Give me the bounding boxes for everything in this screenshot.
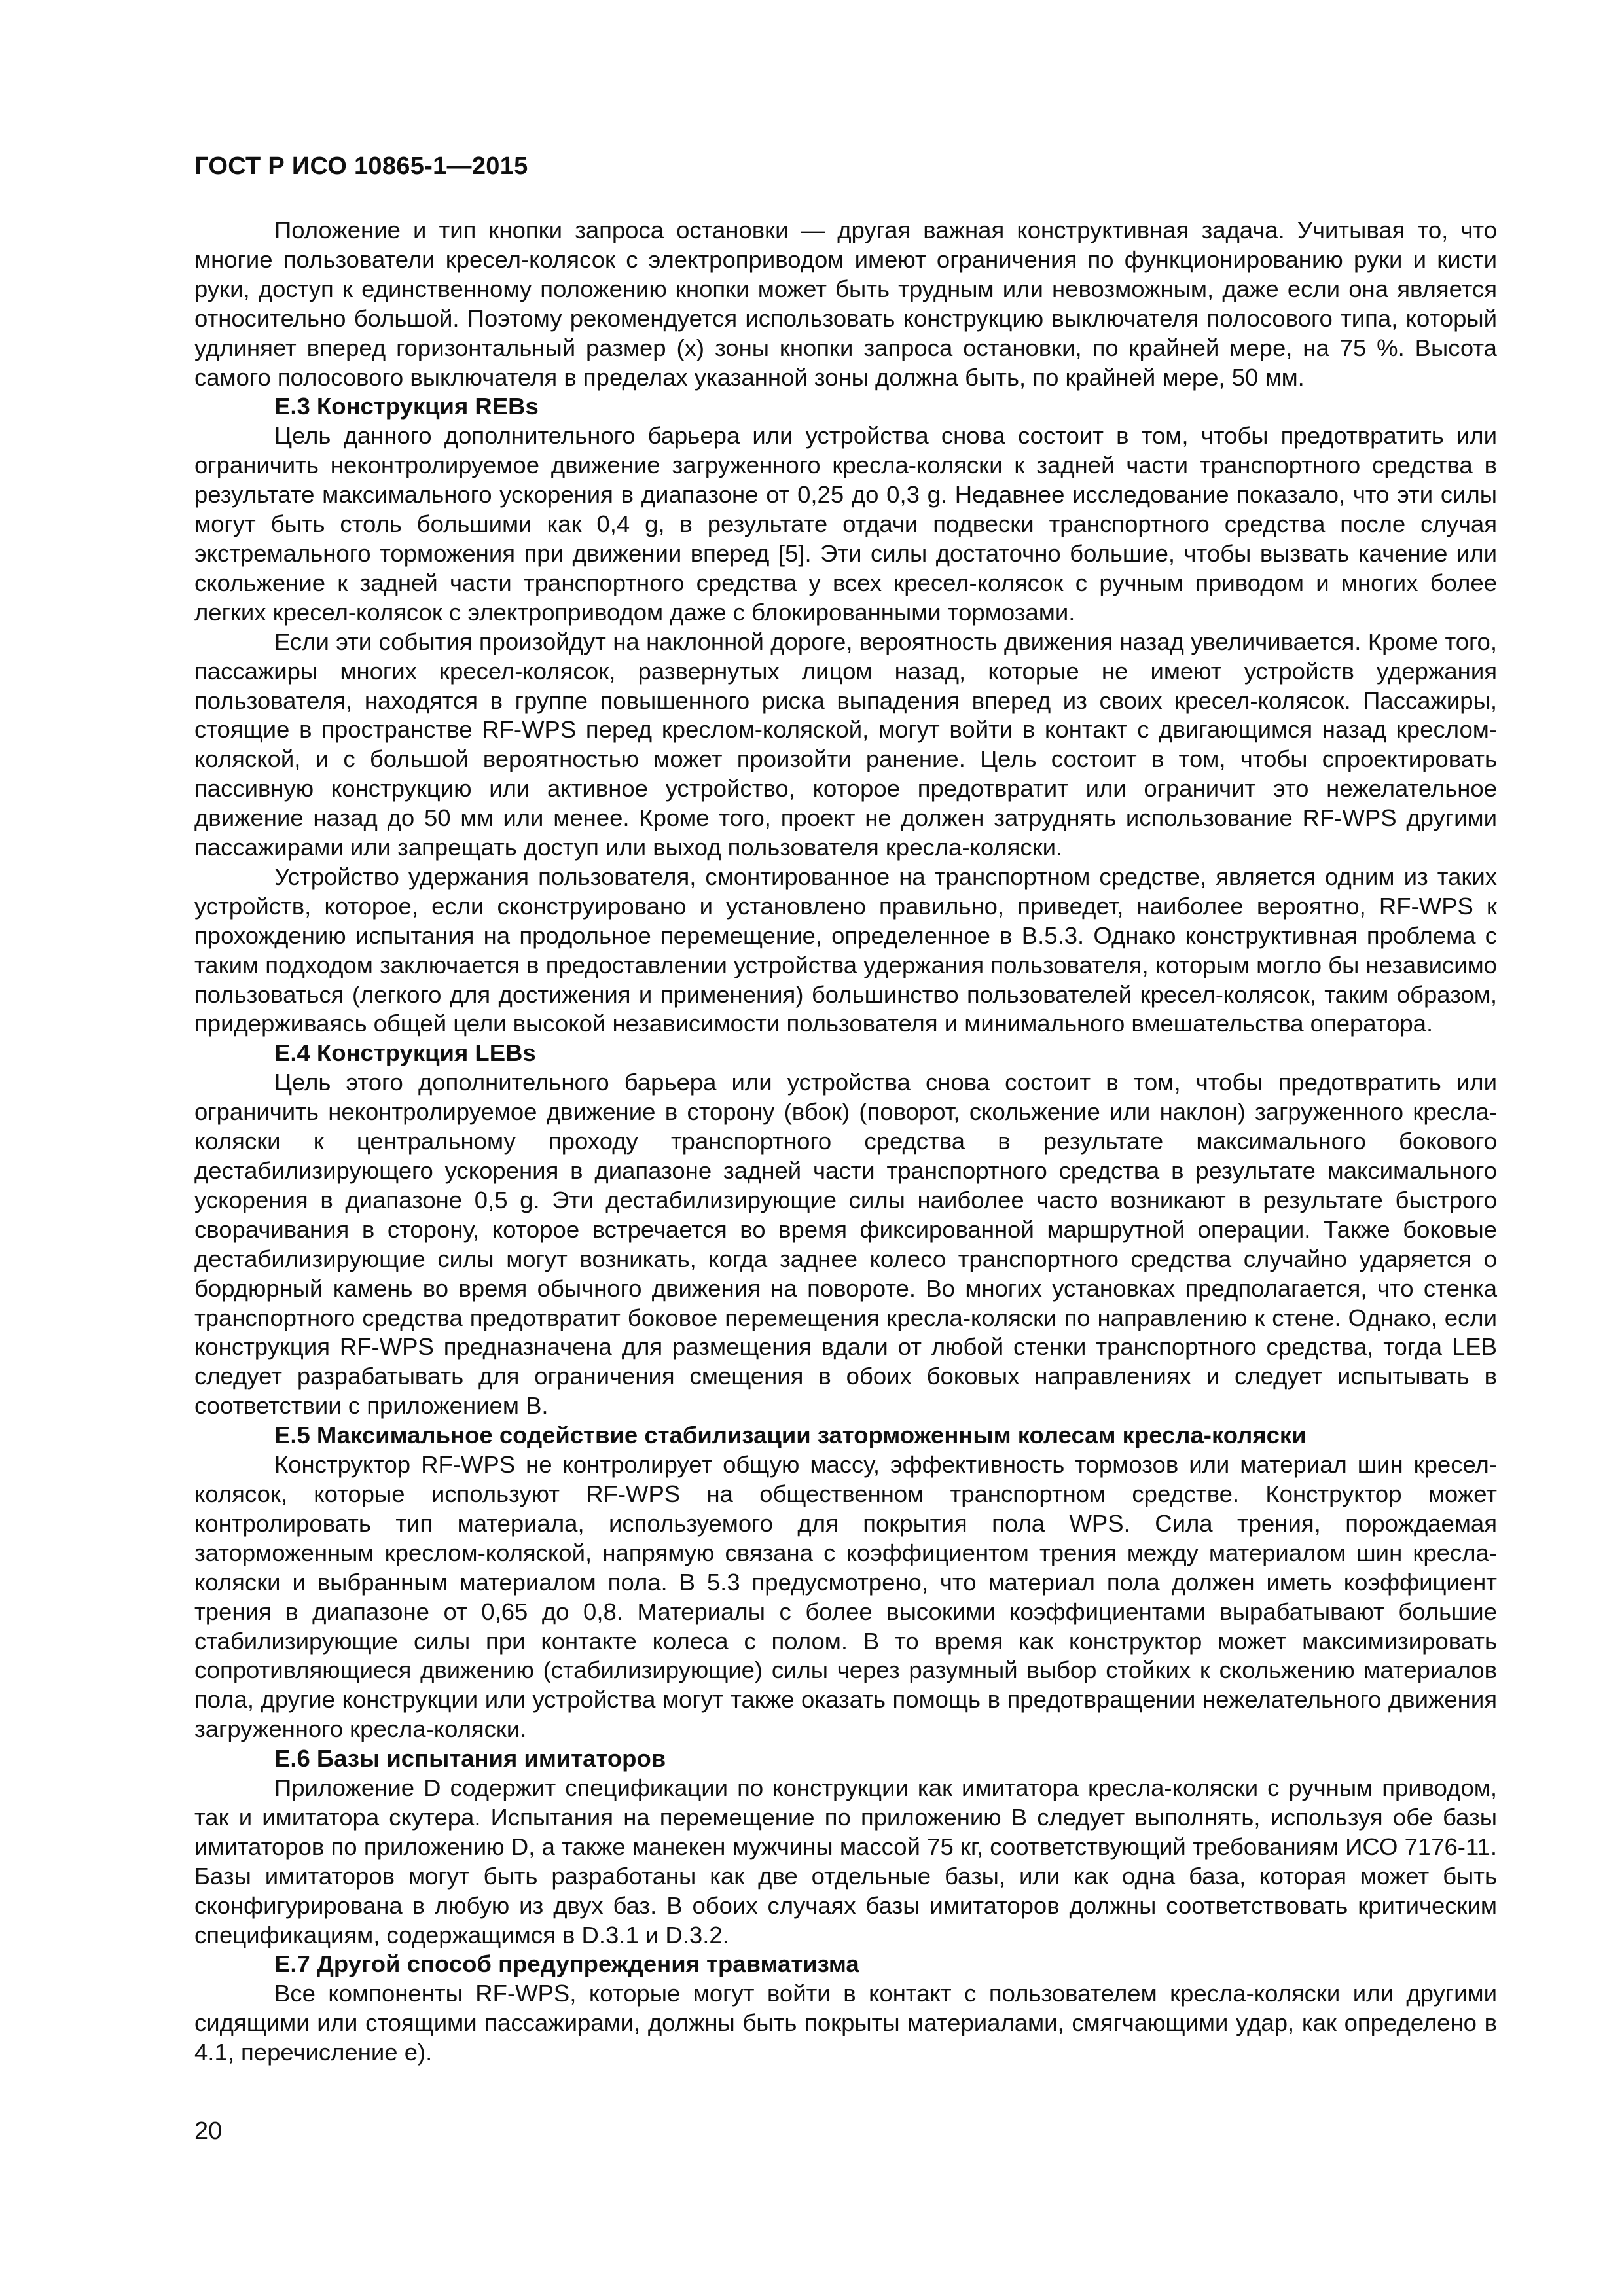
section-heading-e4: Е.4 Конструкция LEBs	[274, 1039, 536, 1067]
section-heading-e7: Е.7 Другой способ предупреждения травматизма	[274, 1950, 859, 1978]
paragraph-e3-1: Цель данного дополнительного барьера или устройства снова состоит в том, чтобы предотвратить или ограничить неконтролируемое движение загруженного кресла-коляски к задней части транспортного средства в результате максимального ускорения в диапазоне от 0,25 до 0,3 g. Недавнее исследование показало, что эти силы могут быть столь большими как 0,4 g, в результате отдачи подвески транспортного средства после случая экстремального торможения при движении вперед [5]. Эти силы достаточно большие, чтобы вызвать качение или скольжение к задней части транспортного средства у всех кресел-колясок с ручным приводом и многих более легких кресел-колясок с электроприводом даже с блокированными тормозами.	[194, 422, 1497, 626]
paragraph-e7: Все компоненты RF-WPS, которые могут войти в контакт с пользователем кресла-коляски или другими сидящими или стоящими пассажирами, должны быть покрыты материалами, смягчающими удар, как определено в 4.1, перечисление е).	[194, 1980, 1497, 2066]
document-header: ГОСТ Р ИСО 10865-1—2015	[194, 152, 528, 180]
page-number: 20	[194, 2117, 223, 2145]
document-body	[194, 216, 1497, 2068]
section-heading-e5: Е.5 Максимальное содействие стабилизации заторможенным колесам кресла-коляски	[274, 1422, 1307, 1449]
paragraph-e6: Приложение D содержит спецификации по конструкции как имитатора кресла-коляски с ручным приводом, так и имитатора скутера. Испытания на перемещение по приложению В следует выполнять, используя обе базы имитаторов по приложению D, а также манекен мужчины массой 75 кг, соответствующий требованиям ИСО 7176-11. Базы имитаторов могут быть разработаны как две отдельные базы, или как одна база, которая может быть сконфигурирована в любую из двух баз. В обоих случаях базы имитаторов должны соответствовать критическим спецификациям, содержащимся в D.3.1 и D.3.2.	[194, 1774, 1497, 1948]
paragraph-intro: Положение и тип кнопки запроса остановки — другая важная конструктивная задача. Учитывая то, что многие пользователи кресел-колясок с электроприводом имеют ограничения по функционированию руки и кисти руки, доступ к единственному положению кнопки может быть трудным или невозможным, даже если она является относительно большой. Поэтому рекомендуется использовать конструкцию выключателя полосового типа, который удлиняет вперед горизонтальный размер (x) зоны кнопки запроса остановки, по крайней мере, на 75 %. Высота самого полосового выключателя в пределах указанной зоны должна быть, по крайней мере, 50 мм.	[194, 217, 1497, 391]
paragraph-e5: Конструктор RF-WPS не контролирует общую массу, эффективность тормозов или материал шин кресел-колясок, которые используют RF-WPS на общественном транспортном средстве. Конструктор может контролировать тип материала, используемого для покрытия пола WPS. Сила трения, порождаемая заторможенным креслом-коляской, напрямую связана с коэффициентом трения между материалом шин кресла-коляски и выбранным материалом пола. В 5.3 предусмотрено, что материал пола должен иметь коэффициент трения в диапазоне от 0,65 до 0,8. Материалы с более высокими коэффициентами вырабатывают большие стабилизирующие силы при контакте колеса с полом. В то время как конструктор может максимизировать сопротивляющиеся движению (стабилизирующие) силы через разумный выбор стойких к скольжению материалов пола, другие конструкции или устройства могут также оказать помощь в предотвращении нежелательного движения загруженного кресла-коляски.	[194, 1451, 1497, 1743]
section-heading-e3: Е.3 Конструкция REBs	[274, 393, 539, 420]
section-heading-e6: Е.6 Базы испытания имитаторов	[274, 1745, 666, 1772]
paragraph-e4: Цель этого дополнительного барьера или устройства снова состоит в том, чтобы предотвратить или ограничить неконтролируемое движение в сторону (вбок) (поворот, скольжение или наклон) загруженного кресла-коляски к центральному проходу транспортного средства в результате максимального бокового дестабилизирующего ускорения в диапазоне задней части транспортного средства в результате максимального ускорения в диапазоне 0,5 g. Эти дестабилизирующие силы наиболее часто возникают в результате быстрого сворачивания в сторону, которое встречается во время фиксированной маршрутной операции. Также боковые дестабилизирующие силы могут возникать, когда заднее колесо транспортного средства случайно ударяется о бордюрный камень во время обычного движения на повороте. Во многих установках предполагается, что стенка транспортного средства предотвратит боковое перемещения кресла-коляски по направлению к стене. Однако, если конструкция RF-WPS предназначена для размещения вдали от любой стенки транспортного средства, тогда LEB следует разрабатывать для ограничения смещения в обоих боковых направлениях и следует испытывать в соответствии с приложением В.	[194, 1069, 1497, 1420]
paragraph-e3-3: Устройство удержания пользователя, смонтированное на транспортном средстве, является одним из таких устройств, которое, если сконструировано и установлено правильно, приведет, наиболее вероятно, RF-WPS к прохождению испытания на продольное перемещение, определенное в В.5.3. Однако конструктивная проблема с таким подходом заключается в предоставлении устройства удержания пользователя, которым могло бы независимо пользоваться (легкого для достижения и применения) большинство пользователей кресел-колясок, таким образом, придерживаясь общей цели высокой независимости пользователя и минимального вмешательства оператора.	[194, 863, 1497, 1037]
paragraph-e3-2: Если эти события произойдут на наклонной дороге, вероятность движения назад увеличивается. Кроме того, пассажиры многих кресел-колясок, развернутых лицом назад, которые не имеют устройств удержания пользователя, находятся в группе повышенного риска выпадения вперед из своих кресел-колясок. Пассажиры, стоящие в пространстве RF-WPS перед креслом-коляской, могут войти в контакт с двигающимся назад креслом-коляской, и с большой вероятностью может произойти ранение. Цель состоит в том, чтобы спроектировать пассивную конструкцию или активное устройство, которое предотвратит или ограничит это нежелательное движение назад до 50 мм или менее. Кроме того, проект не должен затруднять использование RF-WPS другими пассажирами или запрещать доступ или выход пользователя кресла-коляски.	[194, 628, 1497, 861]
